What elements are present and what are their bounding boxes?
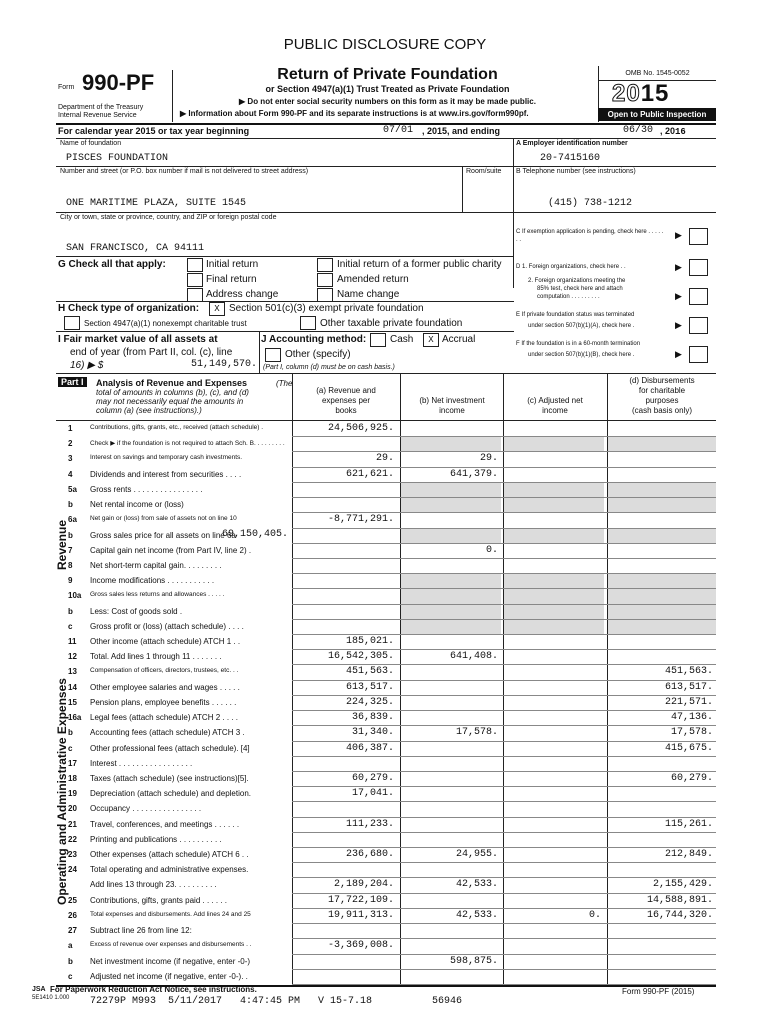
row-number: 21 (68, 819, 77, 829)
department-line1: Department of the Treasury (58, 104, 144, 111)
row-label: Gross profit or (loss) (attach schedule) . . . . (90, 621, 244, 631)
row-label: Net short-term capital gain. . . . . . . . . (90, 560, 222, 570)
amount-col-b[interactable]: 42,533. (455, 909, 498, 921)
phone-number[interactable]: (415) 738-1212 (548, 198, 633, 209)
amount-col-a[interactable]: 185,021. (345, 636, 394, 648)
row-label: Taxes (attach schedule) (see instructions)[5]. (90, 773, 249, 783)
row-number: 18 (68, 773, 77, 783)
f-label-1: F If the foundation is in a 60-month termination (516, 341, 641, 347)
row-number: 19 (68, 789, 77, 799)
amount-col-c[interactable]: 0. (588, 909, 601, 921)
form-title: Return of Private Foundation (277, 66, 498, 83)
row-number: 20 (68, 804, 77, 814)
d2-label-b: 85% test, check here and attach (537, 286, 623, 292)
g-name-checkbox[interactable] (317, 288, 333, 302)
amount-col-d[interactable]: 221,571. (664, 696, 713, 708)
row-number: 25 (68, 895, 77, 905)
i-fmv-value[interactable]: 51,149,570. (190, 359, 257, 370)
end-year-prefix: , 20 (660, 126, 676, 136)
row-number: 4 (68, 469, 73, 479)
tax-year-suffix: 15 (640, 80, 670, 107)
city-state-zip[interactable]: SAN FRANCISCO, CA 94111 (66, 243, 205, 254)
row-label: Other income (attach schedule) ATCH 1 . . (90, 637, 241, 647)
ein-label: A Employer identification number (516, 140, 628, 147)
amount-col-a[interactable]: 224,325. (345, 696, 394, 708)
row-number: 27 (68, 926, 77, 936)
amount-col-a[interactable]: 19,911,313. (327, 909, 394, 921)
amount-col-a[interactable]: -3,369,008. (327, 940, 394, 952)
row-number: a (68, 941, 73, 951)
j-accrual-label: Accrual (442, 334, 476, 345)
amount-col-b[interactable]: 641,408. (449, 651, 498, 663)
amount-col-b[interactable]: 17,578. (455, 727, 498, 739)
e-label-2: under section 507(b)(1)(A), check here . (528, 323, 635, 329)
column-header-col-d-line: for charitable (638, 386, 686, 395)
row-label: Gross sales less returns and allowances . . . . . (90, 591, 225, 599)
amount-col-b[interactable]: 24,955. (455, 849, 498, 861)
amount-col-d[interactable]: 2,155,429. (652, 879, 713, 891)
amount-col-a[interactable]: 451,563. (345, 666, 394, 678)
column-header-col-d-line: purposes (645, 396, 679, 405)
f-label-2: under section 507(b)(1)(B), check here . (528, 352, 635, 358)
tax-year-end[interactable]: 06/30 (623, 125, 654, 136)
g-address-checkbox[interactable] (187, 288, 203, 302)
j-note: (Part I, column (d) must be on cash basis.) (263, 364, 395, 371)
column-header-col-d-line: (d) Disbursements (629, 376, 695, 385)
amount-col-d[interactable]: 613,517. (664, 681, 713, 693)
row-label: Check ▶ if the foundation is not required to attach Sch. B. . . . . . . . . (90, 440, 285, 448)
column-header-col-b-line: (b) Net investment (419, 396, 485, 405)
row-label: Interest . . . . . . . . . . . . . . . . . (90, 758, 193, 768)
row-number: c (68, 743, 73, 753)
amount-col-d[interactable]: 451,563. (664, 666, 713, 678)
amount-col-a[interactable]: 36,839. (351, 712, 394, 724)
column-header-col-d-line: (cash basis only) (631, 406, 693, 415)
part1-sub2: total of amounts in columns (b), (c), and (d) (96, 388, 249, 397)
g-amended-checkbox[interactable] (317, 273, 333, 287)
j-other-checkbox[interactable] (265, 348, 281, 362)
street-address[interactable]: ONE MARITIME PLAZA, SUITE 1545 (66, 198, 247, 209)
row-label: Interest on savings and temporary cash investments. (90, 454, 243, 462)
row-label: Less: Cost of goods sold . (90, 606, 183, 616)
row-label: Printing and publications . . . . . . . . . . (90, 834, 222, 844)
row-number: 5a (68, 484, 77, 494)
g-initial-checkbox[interactable] (187, 258, 203, 272)
d1-foreign-label: D 1. Foreign organizations, check here . . (516, 264, 626, 270)
d2-label-c: computation . . . . . . . . . (537, 294, 600, 300)
footer-stamp: 72279P M993 5/11/2017 4:47:45 PM V 15-7.18 56946 (90, 996, 463, 1007)
row-number: 2 (68, 439, 73, 449)
row-number: 9 (68, 576, 73, 586)
row-label: Compensation of officers, directors, trustees, etc. . . (90, 667, 239, 675)
row-number: 15 (68, 697, 77, 707)
amount-col-b[interactable]: 0. (485, 544, 498, 556)
h-4947-checkbox[interactable] (64, 316, 80, 330)
amount-col-a[interactable]: 31,340. (351, 727, 394, 739)
row-label: Adjusted net income (if negative, enter -0-). . (90, 971, 248, 981)
g-name-label: Name change (337, 289, 400, 300)
g-final-checkbox[interactable] (187, 273, 203, 287)
row-number: c (68, 971, 73, 981)
i-line1: I Fair market value of all assets at (58, 334, 218, 345)
c-exemption-checkbox[interactable] (689, 228, 708, 245)
column-header-col-a-line: expenses per (321, 396, 371, 405)
row-number: 3 (68, 454, 73, 464)
g-amended-label: Amended return (337, 274, 409, 285)
row-number: 14 (68, 682, 77, 692)
j-label: J Accounting method: (261, 334, 367, 345)
j-other-label: Other (specify) (285, 349, 351, 360)
part1-title: Analysis of Revenue and Expenses (96, 378, 248, 388)
row-label: Legal fees (attach schedule) ATCH 2 . . . . (90, 713, 238, 723)
amount-col-a[interactable]: 2,189,204. (333, 879, 394, 891)
row-number: 6a (68, 515, 77, 525)
row-label: Net rental income or (loss) (90, 500, 184, 510)
j-accrual-checkbox[interactable]: X (423, 333, 439, 347)
amount-col-d[interactable]: 415,675. (664, 742, 713, 754)
amount-col-d[interactable]: 14,588,891. (646, 894, 713, 906)
row-label: Accounting fees (attach schedule) ATCH 3 . (90, 728, 245, 738)
h-501c3-checkbox[interactable]: X (209, 302, 225, 316)
g-initial-label: Initial return (206, 259, 259, 270)
phone-label: B Telephone number (see instructions) (516, 168, 636, 175)
row-number: b (68, 728, 73, 738)
row-number: 23 (68, 850, 77, 860)
row-number: 24 (68, 865, 77, 875)
department-line2: Internal Revenue Service (58, 112, 137, 119)
row-label: Occupancy . . . . . . . . . . . . . . . . (90, 804, 202, 814)
h-other-label: Other taxable private foundation (320, 318, 463, 329)
row-label: Total. Add lines 1 through 11 . . . . . . . (90, 652, 222, 662)
row-label: Total expenses and disbursements. Add lines 24 and 25 (90, 910, 251, 918)
row-number: 8 (68, 560, 73, 570)
amount-col-a[interactable]: -8,771,291. (327, 514, 394, 526)
i-line2: end of year (from Part II, col. (c), line (70, 347, 233, 358)
footer-code: 5E1410 1.000 (32, 995, 70, 1001)
form-number: 990-PF (82, 70, 155, 95)
row-label: Travel, conferences, and meetings . . . . . . (90, 819, 240, 829)
amount-col-a[interactable]: 111,233. (345, 818, 394, 830)
row-number: 13 (68, 667, 77, 677)
footer-form: Form 990-PF (2015) (622, 987, 695, 996)
h-other-checkbox[interactable] (300, 316, 316, 330)
row-number: 17 (68, 758, 77, 768)
amount-col-a[interactable]: 17,041. (351, 788, 394, 800)
row-number: 10a (68, 591, 82, 601)
g-initial-former-label: Initial return of a former public charity (337, 259, 502, 270)
j-cash-label: Cash (390, 334, 414, 345)
column-header-col-c-line: income (542, 406, 568, 415)
row-number: 1 (68, 424, 73, 433)
amount-col-d[interactable]: 212,849. (664, 849, 713, 861)
row-number: 26 (68, 910, 77, 920)
form-word: Form (58, 84, 75, 91)
tax-year-begin[interactable]: 07/01 (383, 125, 414, 136)
column-header-col-b-line: income (439, 406, 465, 415)
public-disclosure-banner: PUBLIC DISCLOSURE COPY (283, 36, 487, 53)
footer-paperwork: For Paperwork Reduction Act Notice, see instructions. (50, 985, 257, 994)
g-address-label: Address change (206, 289, 279, 300)
f-checkbox[interactable] (689, 346, 708, 363)
tax-year-end-year[interactable]: 16 (675, 127, 686, 137)
row-label: Net gain or (loss) from sale of assets not on line 10 (90, 515, 237, 523)
d2-checkbox[interactable] (689, 288, 708, 305)
row-number: 22 (68, 834, 77, 844)
g-label: G Check all that apply: (58, 259, 166, 270)
g-initial-former-checkbox[interactable] (317, 258, 333, 272)
info-line: ▶ Information about Form 990-PF and its separate instructions is at www.irs.gov/form990pf. (180, 109, 529, 118)
open-inspection-badge: Open to Public Inspection (598, 108, 716, 121)
d1-checkbox[interactable] (689, 259, 708, 276)
ssn-warning: ▶ Do not enter social security numbers on this form as it may be made public. (239, 97, 536, 106)
omb-number: OMB No. 1545-0052 (625, 70, 690, 77)
amount-col-a[interactable]: 29. (375, 453, 394, 465)
foundation-name[interactable]: PISCES FOUNDATION (66, 153, 169, 164)
name-label: Name of foundation (60, 140, 122, 147)
tax-year-prefix: 20 (612, 80, 641, 107)
d2-label-a: 2. Foreign organizations meeting the (528, 278, 626, 284)
amount-col-a[interactable]: 60,279. (351, 772, 394, 784)
amount-col-b[interactable]: 42,533. (455, 879, 498, 891)
row-label: Contributions, gifts, grants paid . . . . . . (90, 895, 227, 905)
amount-col-d[interactable]: 16,744,320. (646, 909, 713, 921)
amount-col-d[interactable]: 115,261. (664, 818, 713, 830)
c-exemption-label: C If exemption application is pending, check here . . . . . . . (516, 229, 664, 243)
row-number: b (68, 606, 73, 616)
amount-col-a[interactable]: 613,517. (345, 681, 394, 693)
amount-col-b[interactable]: 29. (479, 453, 498, 465)
row-label: Add lines 13 through 23. . . . . . . . . . (90, 880, 217, 890)
row-number: b (68, 530, 73, 540)
row-label: Other expenses (attach schedule) ATCH 6 . . (90, 850, 249, 860)
form-subtitle: or Section 4947(a)(1) Trust Treated as Private Foundation (265, 84, 510, 94)
street-label: Number and street (or P.O. box number if mail is not delivered to street address) (60, 168, 309, 175)
row-number: b (68, 956, 73, 966)
row-label: Other employee salaries and wages . . . . . (90, 682, 240, 692)
e-checkbox[interactable] (689, 317, 708, 334)
part1-sub1: (The (276, 379, 293, 388)
row-label: Dividends and interest from securities . . . . (90, 469, 242, 479)
side-label-expenses: Operating and Administrative Expenses (55, 678, 69, 905)
row-label: Excess of revenue over expenses and disbursements . . (90, 941, 252, 949)
amount-col-a[interactable]: 236,680. (345, 849, 394, 861)
amount-col-a[interactable]: 24,506,925. (327, 423, 394, 434)
room-label: Room/suite (466, 168, 502, 175)
row-label: Subtract line 26 from line 12: (90, 926, 192, 936)
side-label-revenue: Revenue (55, 519, 69, 570)
amount-col-a[interactable]: 621,621. (345, 468, 394, 480)
calendar-label: For calendar year 2015 or tax year beginning (58, 126, 250, 136)
column-header-col-a-line: books (335, 406, 357, 415)
h-4947-label: Section 4947(a)(1) nonexempt charitable trust (84, 319, 247, 328)
part1-tag: Part I (58, 377, 87, 387)
amount-col-d[interactable]: 47,136. (670, 712, 713, 724)
row-number: 16a (68, 713, 82, 723)
h-label: H Check type of organization: (58, 303, 200, 314)
amount-col-b[interactable]: 641,379. (449, 468, 498, 480)
amount-col-a[interactable]: 406,387. (345, 742, 394, 754)
row-label: Gross rents . . . . . . . . . . . . . . . . (90, 484, 203, 494)
row-label: Gross sales price for all assets on line 6a (90, 530, 236, 540)
e-label-1: E If private foundation status was terminated (516, 312, 635, 318)
j-cash-checkbox[interactable] (370, 333, 386, 347)
part1-sub3: may not necessarily equal the amounts in (96, 397, 244, 406)
row-label: Total operating and administrative expenses. (90, 865, 249, 875)
calendar-mid: , 2015, and ending (422, 126, 501, 136)
column-header-col-a-line: (a) Revenue and (316, 386, 376, 395)
h-501c3-label: Section 501(c)(3) exempt private foundation (229, 303, 424, 314)
row-number: 11 (68, 637, 77, 647)
amount-col-d[interactable]: 60,279. (670, 772, 713, 784)
row-label: Income modifications . . . . . . . . . . . (90, 576, 215, 586)
i-line3: 16) ▶ $ (70, 360, 104, 371)
row-label: Other professional fees (attach schedule). [4] (90, 743, 250, 753)
column-header-col-c-line: (c) Adjusted net (527, 396, 583, 405)
row-number: 7 (68, 545, 73, 555)
part1-sub4: column (a) (see instructions).) (96, 406, 202, 415)
g-final-label: Final return (206, 274, 257, 285)
amount-col-a[interactable]: 17,722,109. (327, 894, 394, 906)
row-number: 12 (68, 652, 77, 662)
footer-jsa: JSA (32, 986, 46, 993)
row-number: c (68, 621, 73, 631)
row-number: b (68, 500, 73, 510)
amount-col-d[interactable]: 17,578. (670, 727, 713, 739)
row-label: Depreciation (attach schedule) and depletion. (90, 789, 251, 799)
row-label: Net investment income (if negative, enter -0-) (90, 956, 251, 966)
row-inline-amount[interactable]: 69,150,405. (221, 528, 288, 540)
row-label: Contributions, gifts, grants, etc., received (attach schedule) . (90, 424, 264, 431)
city-label: City or town, state or province, country, and ZIP or foreign postal code (60, 214, 277, 221)
amount-col-a[interactable]: 16,542,305. (327, 651, 394, 663)
row-label: Pension plans, employee benefits . . . . . . (90, 697, 237, 707)
ein-value[interactable]: 20-7415160 (540, 153, 601, 164)
row-label: Capital gain net income (from Part IV, line 2) . (90, 545, 252, 555)
amount-col-b[interactable]: 598,875. (449, 955, 498, 967)
